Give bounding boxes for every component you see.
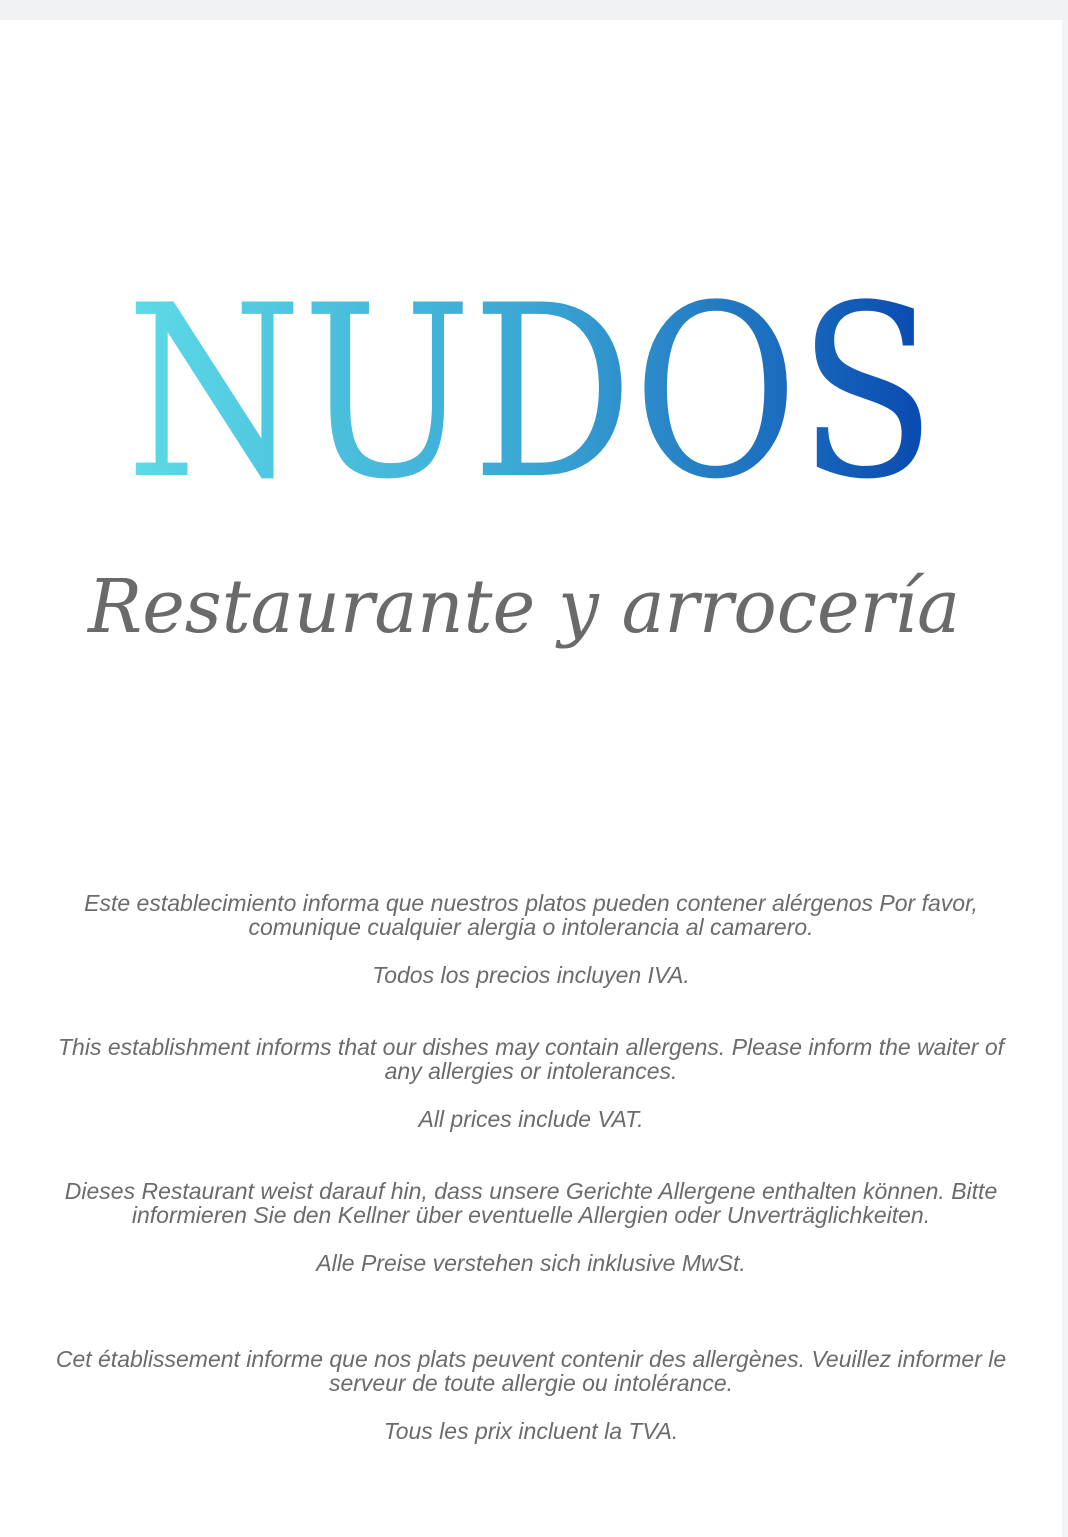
vat-notice-text: Alle Preise verstehen sich inklusive MwSt.	[316, 1250, 746, 1276]
allergen-notice-text: Cet établissement informe que nos plats peuvent contenir des allergènes. Veuillez informer le serveur de toute allergie ou intolérance.	[55, 1346, 1007, 1396]
brand-name: NUDOS	[126, 270, 936, 510]
vat-notice-text: Tous les prix incluent la TVA.	[383, 1418, 679, 1444]
page-edge	[1062, 20, 1068, 1537]
brand-tagline: Restaurante y arrocería	[86, 564, 961, 650]
allergen-notice-text: This establishment informs that our dishes may contain allergens. Please inform the waiter of any allergies or intolerances.	[58, 1034, 1004, 1084]
allergen-notices	[0, 868, 1062, 1443]
notice-english	[51, 1035, 1011, 1131]
vat-notice-text: Todos los precios incluyen IVA.	[372, 962, 690, 988]
notice-french	[51, 1347, 1011, 1443]
allergen-notice-text: Este establecimiento informa que nuestros platos pueden contener alérgenos Por favor, comunique cualquier alergia o intolerancia al camarero.	[84, 890, 978, 940]
vat-notice-text: All prices include VAT.	[418, 1106, 644, 1132]
notice-spanish	[71, 868, 991, 987]
allergen-notice-text: Dieses Restaurant weist darauf hin, dass unsere Gerichte Allergene enthalten können. Bitte informieren Sie den Kellner über eventuelle Allergien oder Unverträglichkeiten.	[64, 1178, 998, 1228]
brand-tagline-wrapper	[0, 545, 1062, 665]
notice-german	[21, 1179, 1041, 1275]
brand-logo	[0, 270, 1062, 510]
